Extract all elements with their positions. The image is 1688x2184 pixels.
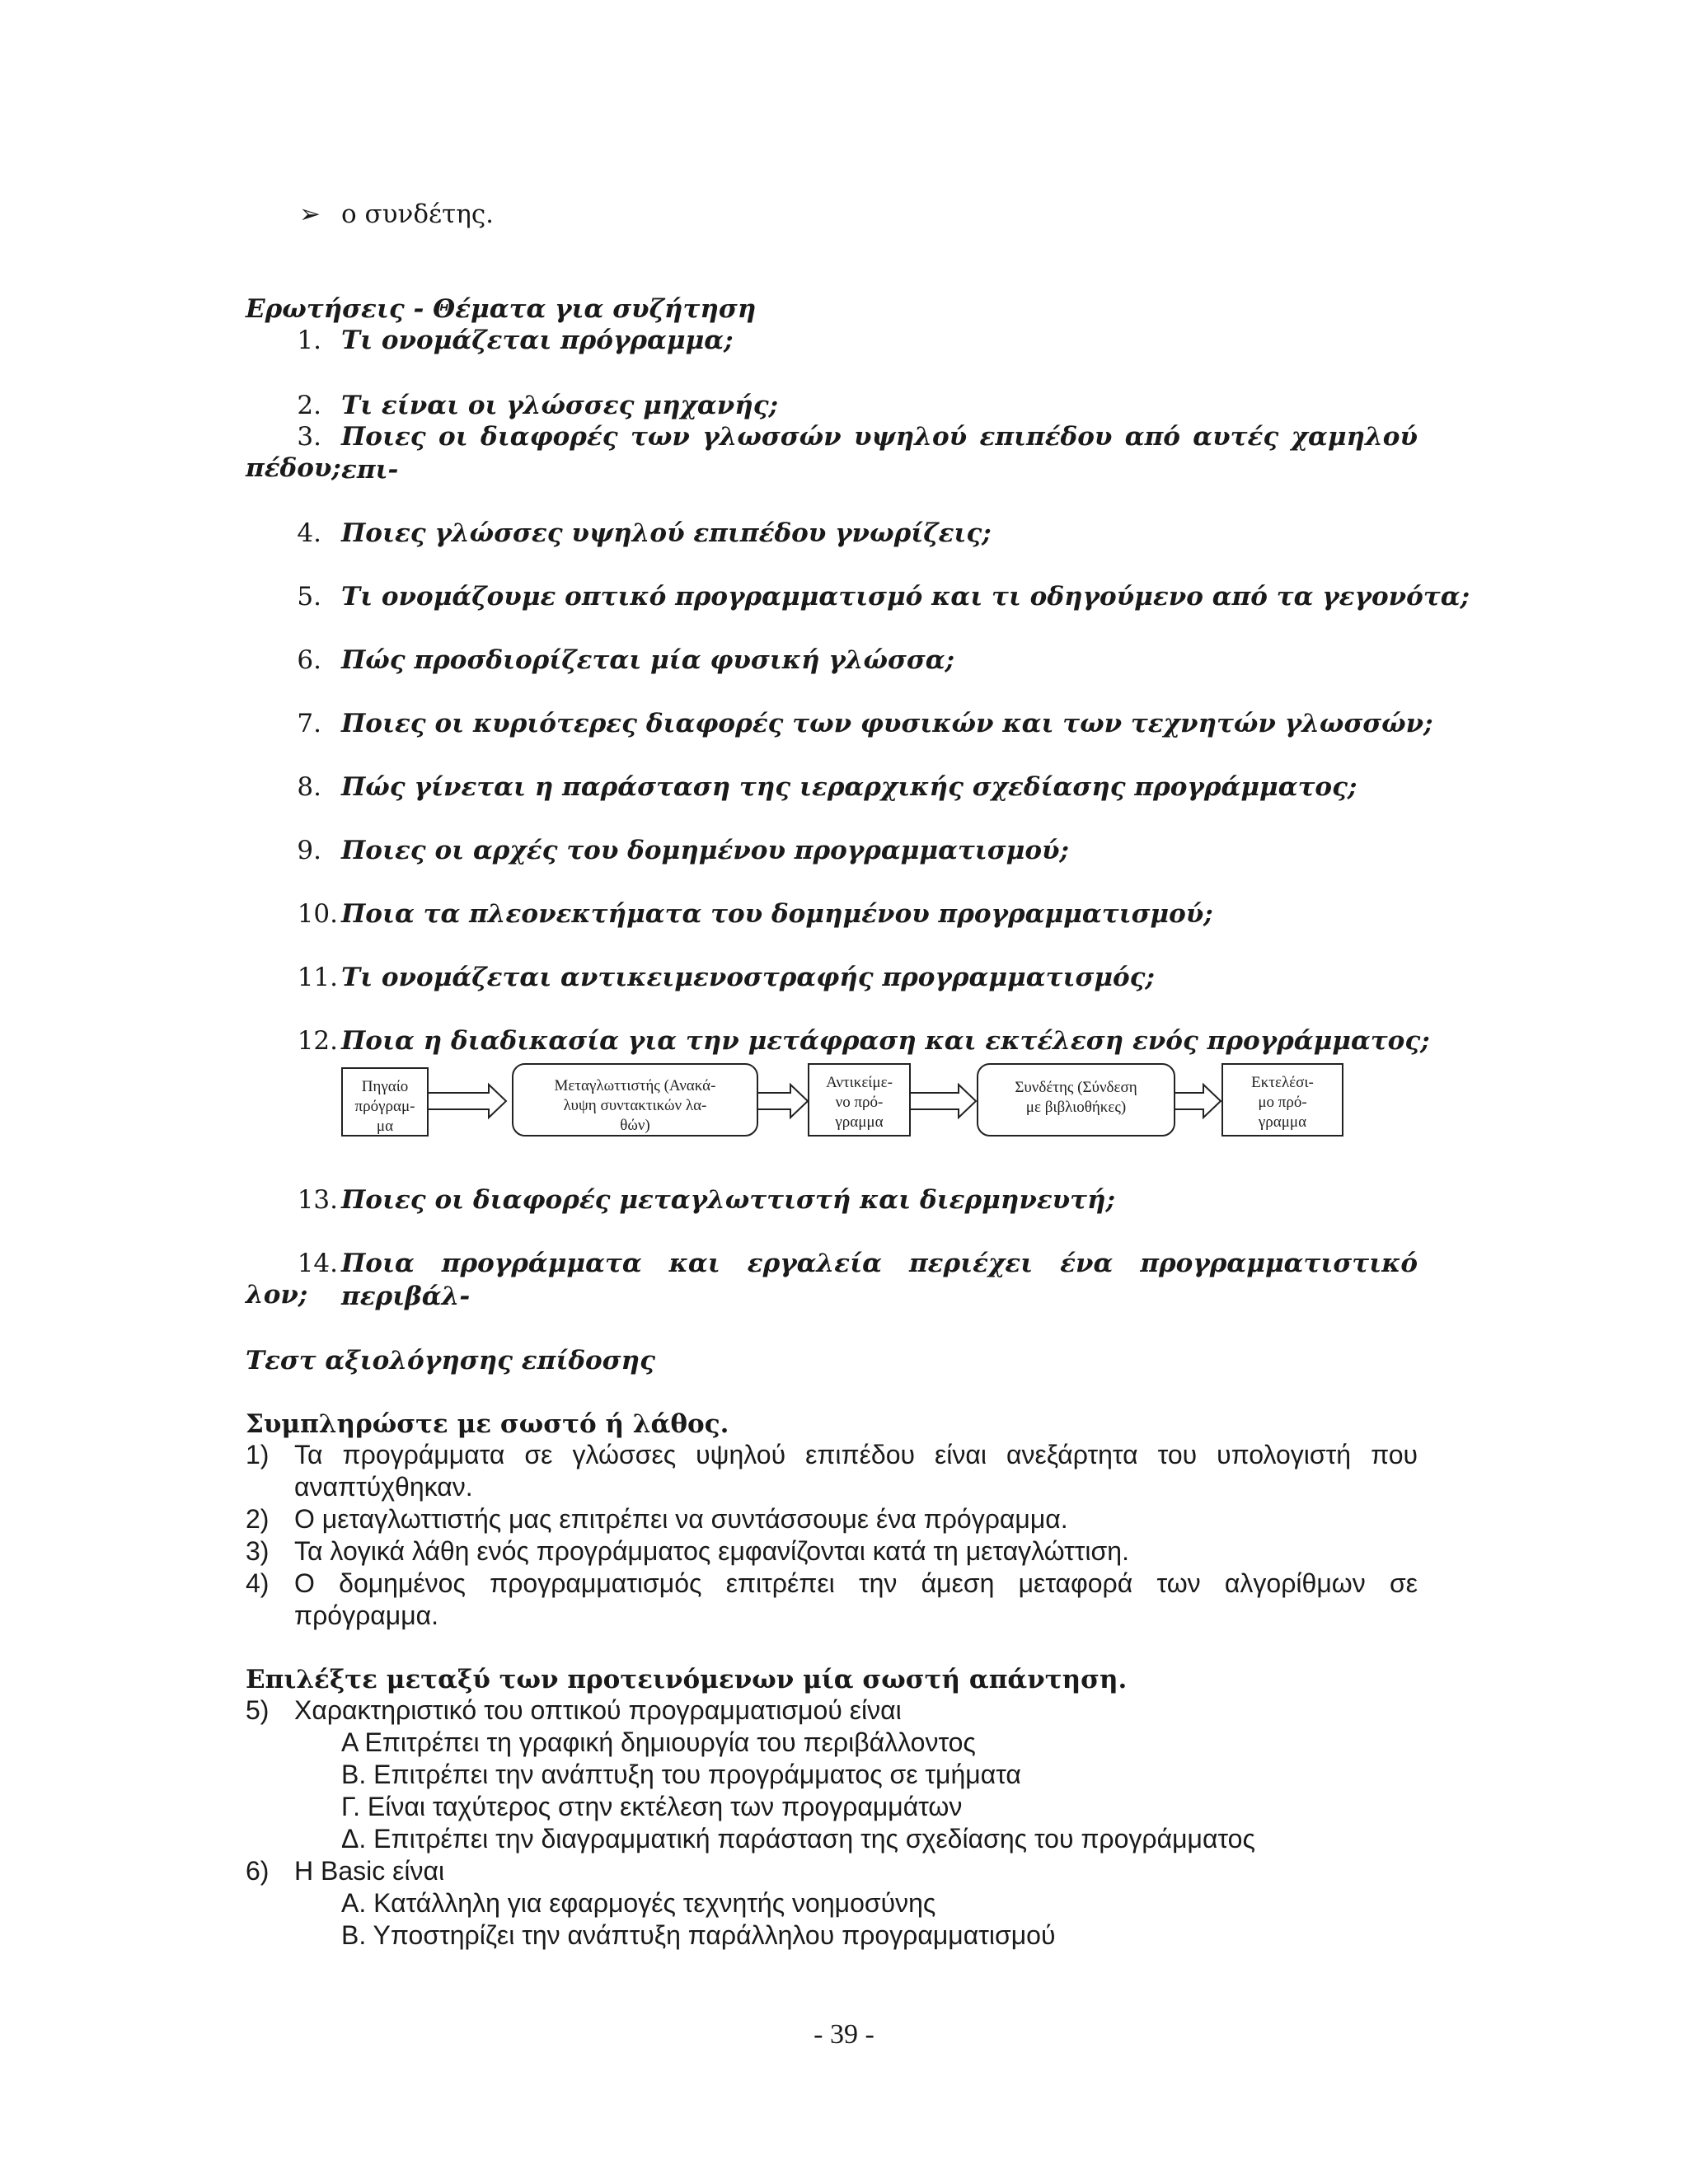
question-number: 9. bbox=[297, 836, 321, 865]
item-text: Ο δομημένος προγραμματισμός επιτρέπει την άμεση μεταφορά των αλγορίθμων σε bbox=[294, 1568, 1418, 1598]
page-number: - 39 - bbox=[814, 2019, 874, 2050]
question-text: Τι είναι οι γλώσσες μηχανής; bbox=[341, 391, 779, 420]
question-number: 8. bbox=[297, 772, 321, 802]
question-text: Ποια η διαδικασία για την μετάφραση και εκτέλεση ενός προγράμματος; bbox=[341, 1026, 1430, 1056]
diagram-box-compiler: Μεταγλωττιστής (Ανακά- λυψη συντακτικών λα- θών) bbox=[512, 1063, 758, 1137]
question-number: 12. bbox=[297, 1026, 338, 1056]
question-number: 2. bbox=[297, 391, 321, 420]
diagram-box-object-program: Αντικείμε- νο πρό- γραμμα bbox=[808, 1063, 911, 1137]
bullet-icon: ➢ bbox=[299, 199, 321, 229]
question-number: 5. bbox=[297, 582, 321, 612]
answer-option: Β. Υποστηρίζει την ανάπτυξη παράλληλου προγραμματισμού bbox=[341, 1920, 1056, 1950]
question-number: 1. bbox=[297, 326, 321, 355]
question-number: 7. bbox=[297, 709, 321, 738]
true-false-heading: Συμπληρώστε με σωστό ή λάθος. bbox=[246, 1409, 729, 1439]
item-number: 5) bbox=[246, 1695, 270, 1725]
question-text: Ποιες οι διαφορές των γλωσσών υψηλού επιπέδου από αυτές χαμηλού επι- bbox=[341, 422, 1418, 485]
question-text: Τι ονομάζουμε οπτικό προγραμματισμό και τι οδηγούμενο από τα γεγονότα; bbox=[341, 582, 1470, 612]
question-text: Ποιες γλώσσες υψηλού επιπέδου γνωρίζεις; bbox=[341, 518, 992, 548]
question-text: Τι ονομάζεται πρόγραμμα; bbox=[341, 326, 734, 355]
question-number: 4. bbox=[297, 518, 321, 548]
item-number: 4) bbox=[246, 1568, 270, 1598]
answer-option: Δ. Επιτρέπει την διαγραμματική παράσταση της σχεδίασης του προγράμματος bbox=[341, 1824, 1255, 1854]
answer-option: Γ. Είναι ταχύτερος στην εκτέλεση των προγραμμάτων bbox=[341, 1792, 963, 1821]
question-number: 11. bbox=[297, 963, 338, 992]
question-number: 3. bbox=[297, 422, 321, 452]
item-text-continued: πρόγραμμα. bbox=[294, 1601, 439, 1630]
question-text: Ποιες οι διαφορές μεταγλωττιστή και διερμηνευτή; bbox=[341, 1185, 1116, 1215]
item-text: Η Basic είναι bbox=[294, 1856, 445, 1886]
question-number: 14. bbox=[297, 1249, 338, 1278]
question-text: Πώς γίνεται η παράσταση της ιεραρχικής σχεδίασης προγράμματος; bbox=[341, 772, 1357, 802]
discussion-heading: Ερωτήσεις - Θέματα για συζήτηση bbox=[246, 294, 757, 324]
item-text-continued: αναπτύχθηκαν. bbox=[294, 1472, 473, 1502]
answer-option: Α. Κατάλληλη για εφαρμογές τεχνητής νοημοσύνης bbox=[341, 1888, 936, 1918]
bullet-text: ο συνδέτης. bbox=[341, 199, 495, 229]
multiple-choice-heading: Επιλέξτε μεταξύ των προτεινόμενων μία σωστή απάντηση. bbox=[246, 1665, 1128, 1694]
question-text: Ποιες οι κυριότερες διαφορές των φυσικών και των τεχνητών γλωσσών; bbox=[341, 709, 1433, 738]
diagram-box-linker: Συνδέτης (Σύνδεση με βιβλιοθήκες) bbox=[977, 1063, 1175, 1137]
test-heading: Τεστ αξιολόγησης επίδοσης bbox=[246, 1346, 655, 1376]
answer-option: Α Επιτρέπει τη γραφική δημιουργία του περιβάλλοντος bbox=[341, 1727, 976, 1757]
question-text: Πώς προσδιορίζεται μία φυσική γλώσσα; bbox=[341, 645, 955, 675]
question-text: Τι ονομάζεται αντικειμενοστραφής προγραμματισμός; bbox=[341, 963, 1156, 992]
arrow-icon bbox=[757, 1085, 808, 1118]
question-text-continued: λον; bbox=[246, 1280, 308, 1310]
item-text: Χαρακτηριστικό του οπτικού προγραμματισμού είναι bbox=[294, 1695, 902, 1725]
item-text: Τα προγράμματα σε γλώσσες υψηλού επιπέδου είναι ανεξάρτητα του υπολογιστή που bbox=[294, 1440, 1418, 1469]
item-text: Τα λογικά λάθη ενός προγράμματος εμφανίζονται κατά τη μεταγλώττιση. bbox=[294, 1536, 1129, 1566]
arrow-icon bbox=[910, 1085, 976, 1118]
arrow-icon bbox=[1175, 1085, 1221, 1118]
item-number: 2) bbox=[246, 1504, 270, 1534]
arrow-icon bbox=[428, 1085, 506, 1118]
question-text: Ποια τα πλεονεκτήματα του δομημένου προγραμματισμού; bbox=[341, 899, 1213, 929]
item-number: 1) bbox=[246, 1440, 270, 1469]
question-number: 10. bbox=[297, 899, 338, 929]
diagram-box-executable-program: Εκτελέσι- μο πρό- γραμμα bbox=[1221, 1063, 1343, 1137]
question-text: Ποια προγράμματα και εργαλεία περιέχει ένα προγραμματιστικό περιβάλ- bbox=[341, 1249, 1418, 1311]
question-text: Ποιες οι αρχές του δομημένου προγραμματισμού; bbox=[341, 836, 1069, 865]
item-text: Ο μεταγλωττιστής μας επιτρέπει να συντάσσουμε ένα πρόγραμμα. bbox=[294, 1504, 1068, 1534]
question-text-continued: πέδου; bbox=[246, 453, 341, 483]
question-number: 13. bbox=[297, 1185, 338, 1215]
question-number: 6. bbox=[297, 645, 321, 675]
item-number: 3) bbox=[246, 1536, 270, 1566]
item-number: 6) bbox=[246, 1856, 270, 1886]
diagram-box-source-program: Πηγαίο πρόγραμ- μα bbox=[341, 1067, 429, 1137]
answer-option: Β. Επιτρέπει την ανάπτυξη του προγράμματος σε τμήματα bbox=[341, 1760, 1021, 1789]
